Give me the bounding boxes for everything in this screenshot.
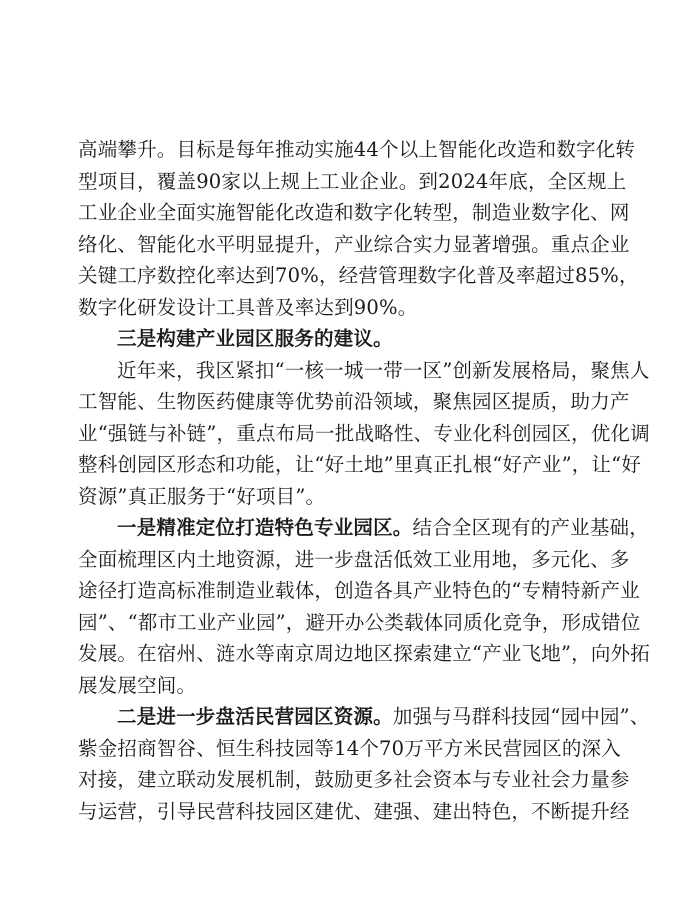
paragraph-line: 型项目，覆盖90家以上规上工业企业。到2024年底，全区规上 (78, 169, 627, 193)
section-heading: 三是构建产业园区服务的建议。 (117, 327, 393, 350)
paragraph-line: 资源”真正服务于“好项目”。 (78, 484, 326, 508)
paragraph-line: 关键工序数控化率达到70%，经营管理数字化普及率超过85%， (78, 264, 639, 287)
paragraph-line: 与运营，引导民营科技园区建优、建强、建出特色，不断提升经 (78, 799, 630, 823)
paragraph-line: 业“强链与补链”，重点布局一批战略性、专业化科创园区，优化调 (78, 421, 650, 445)
paragraph-line: 二是进一步盘活民营园区资源。加强与马群科技园“园中园”、 (117, 705, 650, 728)
paragraph-line: 全面梳理区内土地资源，进一步盘活低效工业用地，多元化、多 (78, 547, 630, 571)
paragraph-line: 途径打造高标准制造业载体，创造各具产业特色的“专精特新产业 (78, 579, 640, 602)
paragraph-line: 对接，建立联动发展机制，鼓励更多社会资本与专业社会力量参 (78, 768, 630, 791)
paragraph-line: 园”、“都市工业产业园”，避开办公类载体同质化竞争，形成错位 (78, 610, 641, 634)
paragraph-line: 工智能、生物医药健康等优势前沿领域，聚焦园区提质，助力产 (78, 390, 630, 413)
paragraph-line: 工业企业全面实施智能化改造和数字化转型，制造业数字化、网 (78, 201, 630, 224)
paragraph-line: 紫金招商智谷、恒生科技园等14个70万平方米民营园区的深入 (78, 736, 621, 760)
paragraph-line: 高端攀升。目标是每年推动实施44个以上智能化改造和数字化转 (78, 138, 636, 161)
paragraph-line: 整科创园区形态和功能，让“好土地”里真正扎根“好产业”，让“好 (78, 453, 642, 476)
paragraph-line: 发展。在宿州、涟水等南京周边地区探索建立“产业飞地”，向外拓 (78, 642, 650, 665)
paragraph-line: 一是精准定位打造特色专业园区。结合全区现有的产业基础， (117, 516, 649, 539)
paragraph-line: 展发展空间。 (78, 673, 197, 697)
paragraph-line: 数字化研发设计工具普及率达到90%。 (78, 295, 418, 319)
paragraph-line: 近年来，我区紧扣“一核一城一带一区”创新发展格局，聚焦人 (117, 358, 650, 382)
paragraph-line: 络化、智能化水平明显提升，产业综合实力显著增强。重点企业 (78, 232, 630, 256)
